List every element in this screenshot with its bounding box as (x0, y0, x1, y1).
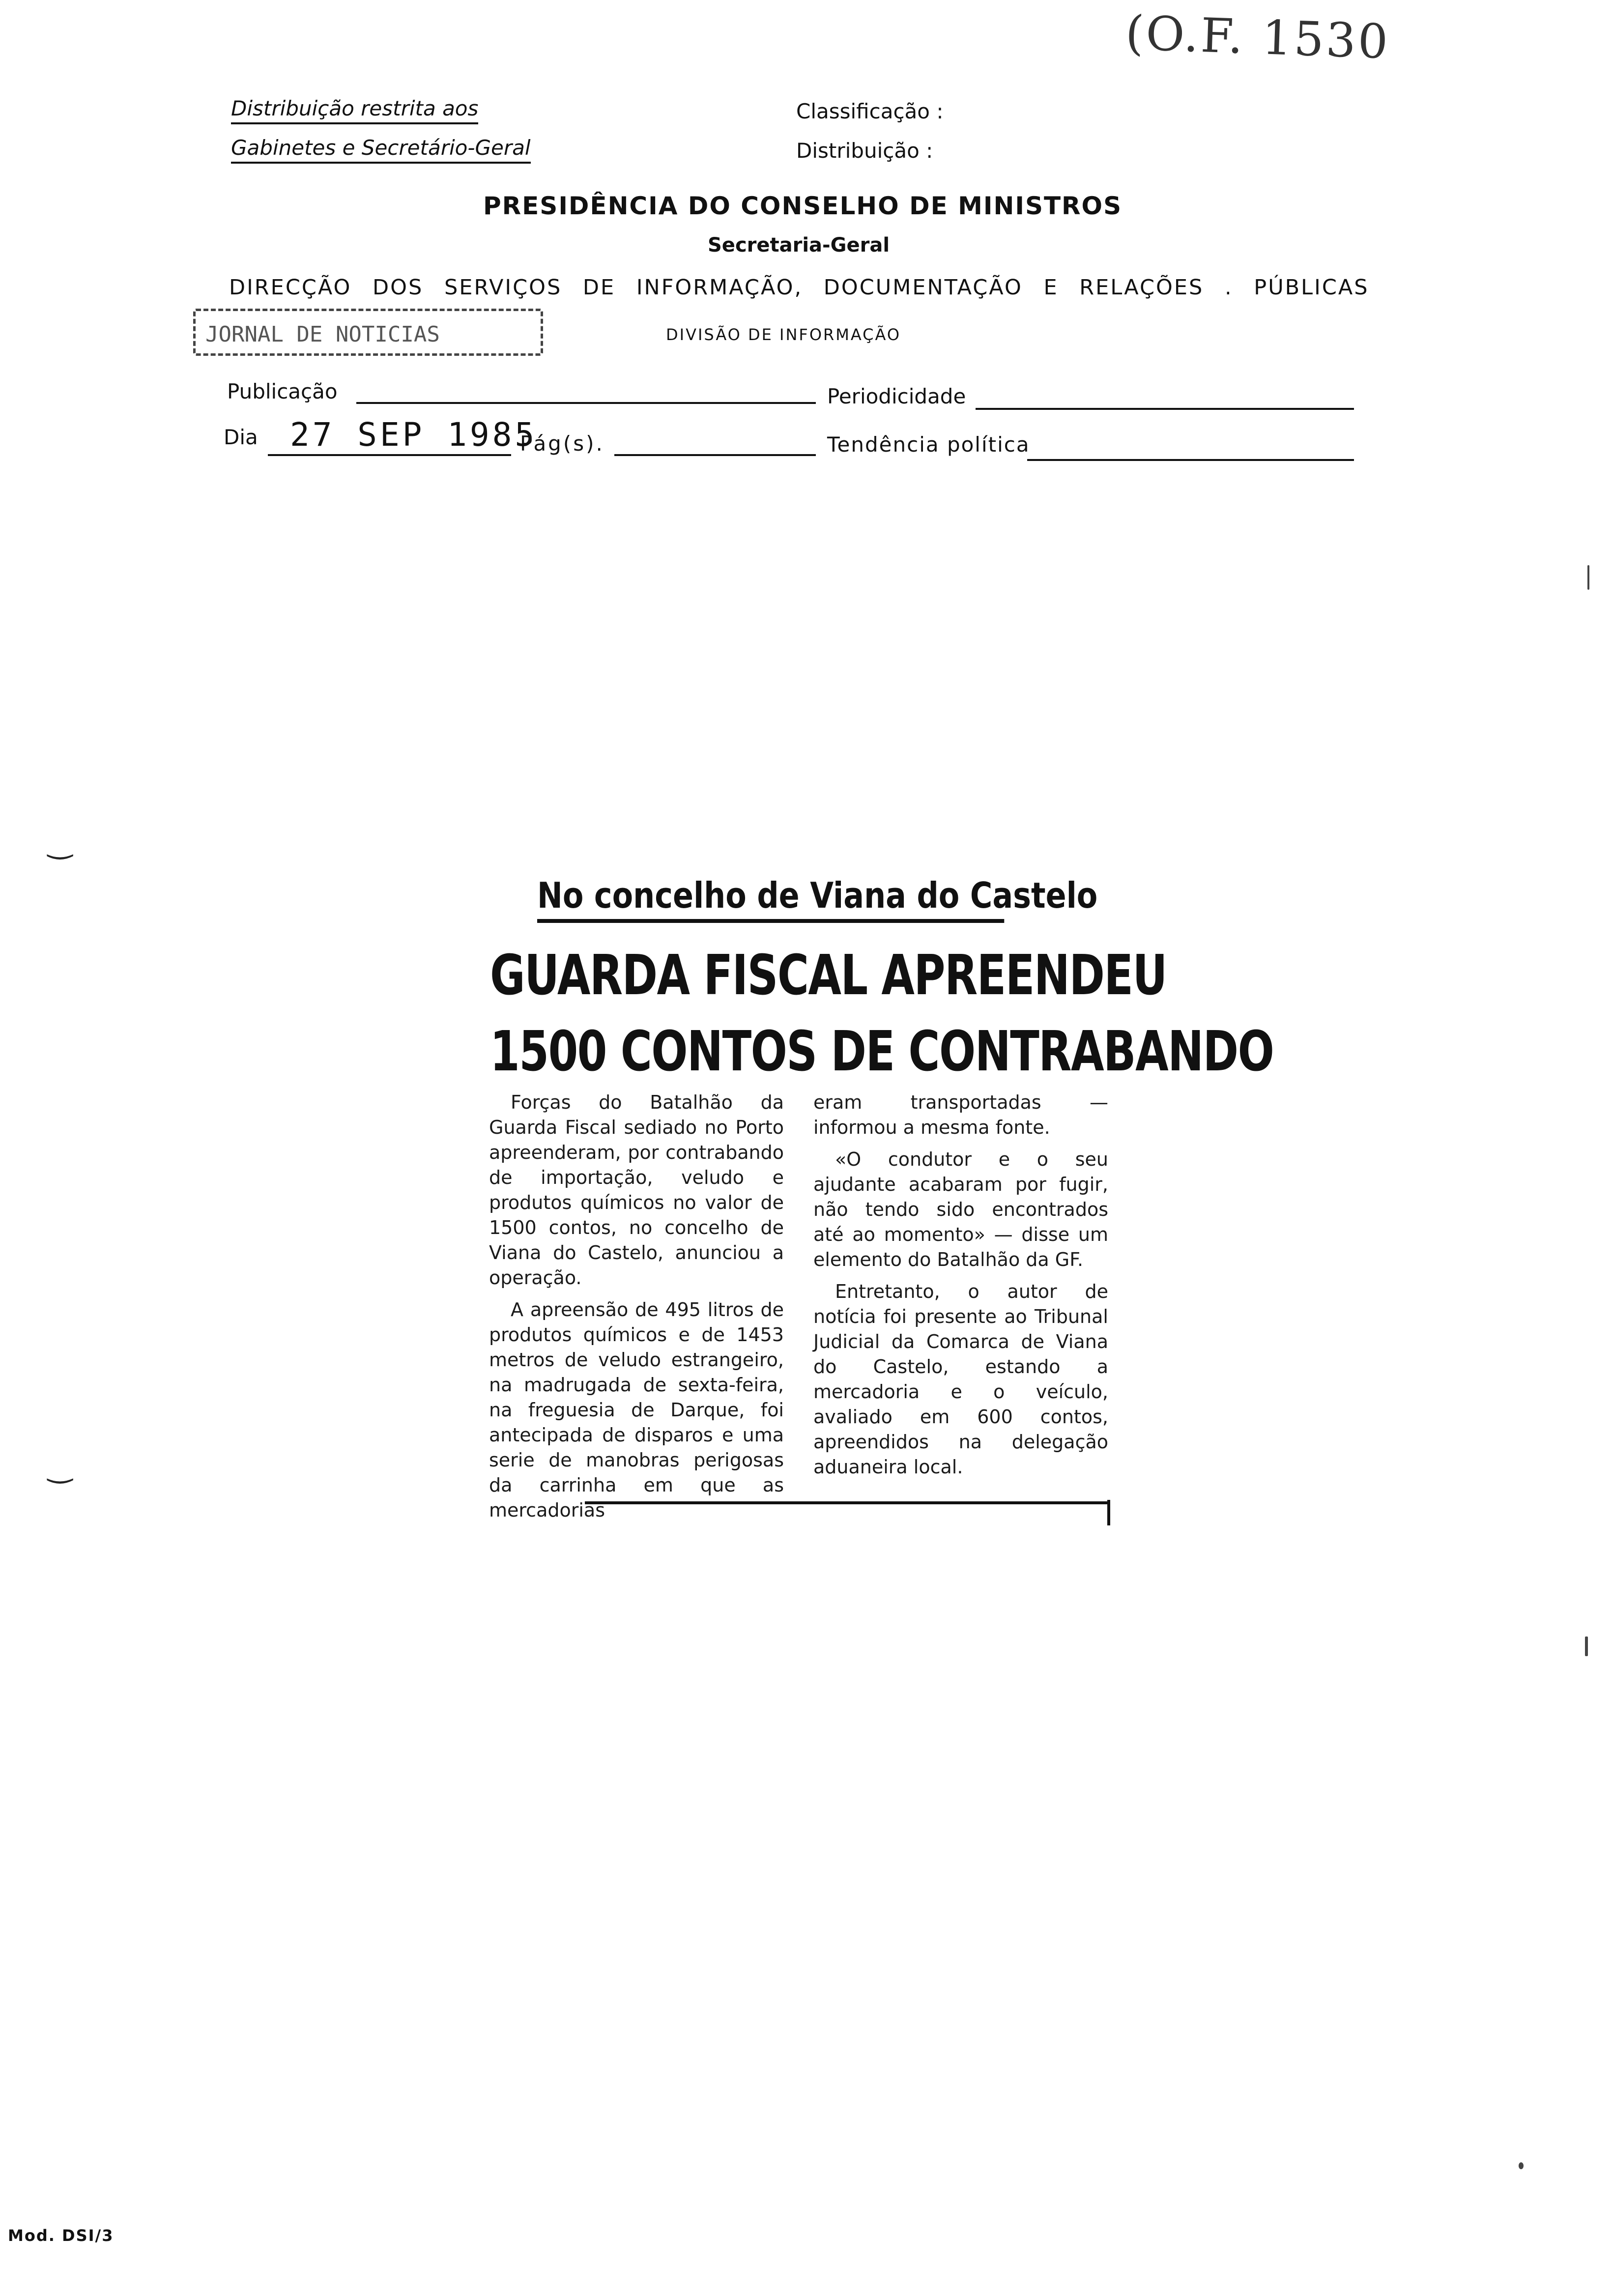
page-subtitle: Secretaria-Geral (708, 234, 890, 257)
page-title: PRESIDÊNCIA DO CONSELHO DE MINISTROS (483, 192, 1123, 220)
pages-label: Pág(s). (520, 431, 604, 456)
clipping-rule-tick (1107, 1500, 1110, 1525)
clipping-paragraph: Forças do Batalhão da Guarda Fiscal sediado no Porto apreenderam, por contrabando de importação, veludo e produtos químicos no valor de 1500 contos, no concelho de Viana do Castelo, anunciou a operação. (489, 1091, 784, 1289)
clipping-headline-line2: 1500 CONTOS DE CONTRABANDO (490, 1020, 1274, 1084)
political-tendency-line (1027, 459, 1354, 461)
clipping-headline-line1: GUARDA FISCAL APREENDEU (490, 944, 1167, 1007)
pages-line (614, 454, 816, 456)
restricted-distribution-line2: Gabinetes e Secretário-Geral (231, 136, 531, 164)
clipping-paragraph: A apreensão de 495 litros de produtos químicos e de 1453 metros de veludo estrangeiro, na madrugada de sexta-feira, na freguesia de Darque, foi antecipada de disparos e uma serie de manobras perigosas da carrinha em que as mercadorias (489, 1299, 784, 1521)
day-label: Dia (224, 425, 258, 449)
clipping-kicker: No concelho de Viana do Castelo (537, 875, 1004, 923)
scan-speck (1519, 2162, 1524, 2169)
classification-label: Classificação : (796, 99, 944, 123)
clipping-column-1 (489, 1090, 784, 1530)
handwritten-reference: (O.F. 1530 (1124, 5, 1391, 70)
distribution-label: Distribuição : (796, 139, 933, 163)
day-value: 27 SEP 1985 (290, 416, 538, 454)
restricted-distribution-line1: Distribuição restrita aos (231, 96, 478, 124)
scan-speck (1585, 1636, 1588, 1656)
periodicity-label: Periodicidade (827, 384, 966, 408)
newspaper-stamp: JORNAL DE NOTICIAS (193, 309, 543, 356)
directorate-line: DIRECÇÃO DOS SERVIÇOS DE INFORMAÇÃO, DOCUMENTAÇÃO E RELAÇÕES . PÚBLICAS (229, 275, 1369, 300)
form-code: Mod. DSI/3 (8, 2226, 114, 2245)
division-label: DIVISÃO DE INFORMAÇÃO (666, 325, 901, 344)
publication-label: Publicação (227, 379, 338, 403)
periodicity-line (976, 408, 1354, 410)
publication-line (356, 402, 816, 404)
political-tendency-label: Tendência política (827, 432, 1030, 457)
clipping-column-2 (813, 1090, 1108, 1487)
clipping-paragraph: Entretanto, o autor de notícia foi presente ao Tribunal Judicial da Comarca de Viana do Castelo, estando a mercadoria e o veículo, avaliado em 600 contos, apreendidos na delegação aduaneira local. (813, 1281, 1108, 1478)
clipping-paragraph: «O condutor e o seu ajudante acabaram por fugir, não tendo sido encontrados até ao momento» — disse um elemento do Batalhão da GF. (813, 1148, 1108, 1270)
day-line (268, 454, 511, 456)
punch-mark-top: ‿ (48, 826, 72, 860)
clipping-paragraph: eram transportadas — informou a mesma fonte. (813, 1091, 1108, 1138)
clipping-bottom-rule (585, 1501, 1108, 1504)
punch-mark-bottom: ‿ (48, 1450, 72, 1484)
scan-speck (1587, 565, 1589, 590)
